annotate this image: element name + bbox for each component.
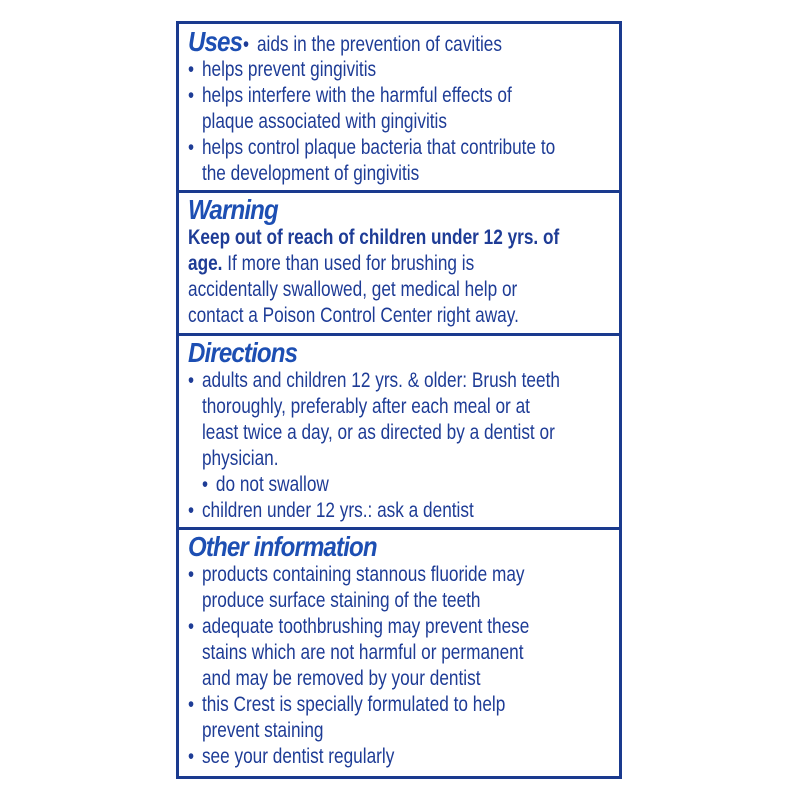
directions-sub-item: • do not swallow <box>188 472 535 498</box>
warning-text: accidentally swallowed, get medical help or <box>188 278 518 301</box>
drug-facts-label <box>176 21 622 779</box>
uses-heading: Uses <box>188 26 243 57</box>
directions-item-continuation: least twice a day, or as directed by a dentist or <box>201 421 555 444</box>
other-information-item-continuation: produce surface staining of the teeth <box>201 589 481 612</box>
uses-item: • helps interfere with the harmful effects of <box>188 83 535 109</box>
other-information-item: • products containing stannous fluoride may <box>188 562 535 588</box>
directions-item-continuation: thoroughly, preferably after each meal or at <box>201 395 530 418</box>
warning-heading: Warning <box>188 194 278 225</box>
warning-text-rest: If more than used for brushing is <box>222 252 475 275</box>
uses-item: • helps prevent gingivitis <box>188 57 535 83</box>
uses-section <box>179 24 619 193</box>
other-information-item-continuation: and may be removed by your dentist <box>201 667 481 690</box>
warning-text: Keep out of reach of children under 12 yrs. of <box>188 226 560 249</box>
directions-heading: Directions <box>188 337 298 368</box>
uses-item-continuation: the development of gingivitis <box>201 162 420 185</box>
directions-section <box>179 333 619 529</box>
directions-item: • adults and children 12 yrs. & older: Brush teeth <box>188 368 535 394</box>
warning-section <box>179 190 619 335</box>
other-information-item-continuation: stains which are not harmful or permanent <box>201 641 524 664</box>
warning-bold-text: age. <box>188 252 223 275</box>
directions-item: • children under 12 yrs.: ask a dentist <box>188 498 535 524</box>
warning-text <box>188 251 535 277</box>
uses-item: • aids in the prevention of cavities <box>243 32 502 58</box>
other-information-item: • this Crest is specially formulated to help <box>188 692 535 718</box>
uses-item: • helps control plaque bacteria that contribute to <box>188 135 535 161</box>
other-information-item: • adequate toothbrushing may prevent these <box>188 614 535 640</box>
other-information-item: • see your dentist regularly <box>188 744 535 770</box>
warning-text: contact a Poison Control Center right away. <box>188 304 519 327</box>
other-information-section <box>179 527 619 776</box>
other-information-heading: Other information <box>188 531 377 562</box>
directions-item-continuation: physician. <box>201 447 279 470</box>
uses-item-continuation: plaque associated with gingivitis <box>201 110 447 133</box>
other-information-item-continuation: prevent staining <box>201 719 324 742</box>
